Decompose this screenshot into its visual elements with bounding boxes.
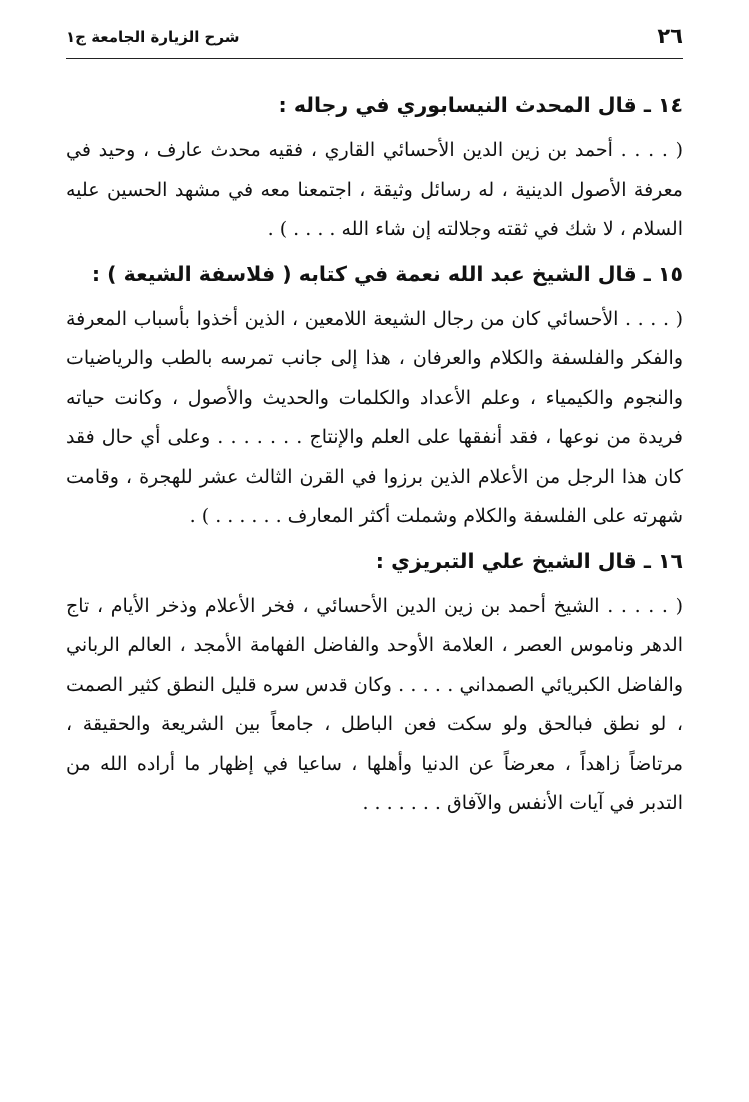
page-body: [66, 59, 683, 824]
page-number: ٢٦: [657, 24, 683, 48]
section-heading: ١٥ ـ قال الشيخ عبد الله نعمة في كتابه ( فلاسفة الشيعة ) :: [91, 261, 683, 286]
section-heading: ١٤ ـ قال المحدث النيسابوري في رجاله :: [278, 93, 683, 117]
section-16: [66, 541, 683, 824]
section-heading: ١٦ ـ قال الشيخ علي التبريزي :: [375, 548, 683, 573]
section-14: [66, 85, 683, 250]
quote-paragraph: ( . . . . الأحسائي كان من رجال الشيعة اللامعين ، الذين أخذوا بأسباب المعرفة والفكر والفلسفة والكلام والعرفان ، هذا إلى جانب تمرسه بالطب والرياضيات والنجوم والكيمياء ، وعلم الأعداد والكلمات والحديث والأصول ، وكانت حياته فريدة من نوعها ، فقد أنفقها على العلم والإنتاج . . . . . . . وعلى أي حال فقد كان هذا الرجل من الأعلام الذين برزوا في القرن الثالث عشر للهجرة ، وقامت شهرته على الفلسفة والكلام وشملت أكثر المعارف . . . . . . ) .: [66, 307, 683, 527]
quote-paragraph: ( . . . . أحمد بن زين الدين الأحسائي القاري ، فقيه محدث عارف ، وحيد في معرفة الأصول الدينية ، له رسائل وثيقة ، اجتمعنا معه في مشهد الحسين عليه السلام ، لا شك في ثقته وجلالته إن شاء الله . . . . ) .: [66, 139, 683, 240]
quote-paragraph: ( . . . . . الشيخ أحمد بن زين الدين الأحسائي ، فخر الأعلام وذخر الأيام ، تاج الدهر وناموس العصر ، العلامة الأوحد والفاضل الفهامة الأمجد ، العالم الرباني والفاضل الكبريائي الصمداني . . . . . وكان قدس سره قليل النطق كثير الصمت ، لو نطق فبالحق ولو سكت فعن الباطل ، جامعاً بين الشريعة والحقيقة ، مرتاضاً زاهداً ، معرضاً عن الدنيا وأهلها ، ساعيا في إظهار ما أراده الله من التدبر في آيات الأنفس والآفاق . . . . . . .: [66, 594, 683, 814]
section-15: [66, 254, 683, 537]
running-header: [66, 22, 683, 59]
book-title: شرح الزيارة الجامعة ج١: [66, 28, 240, 46]
